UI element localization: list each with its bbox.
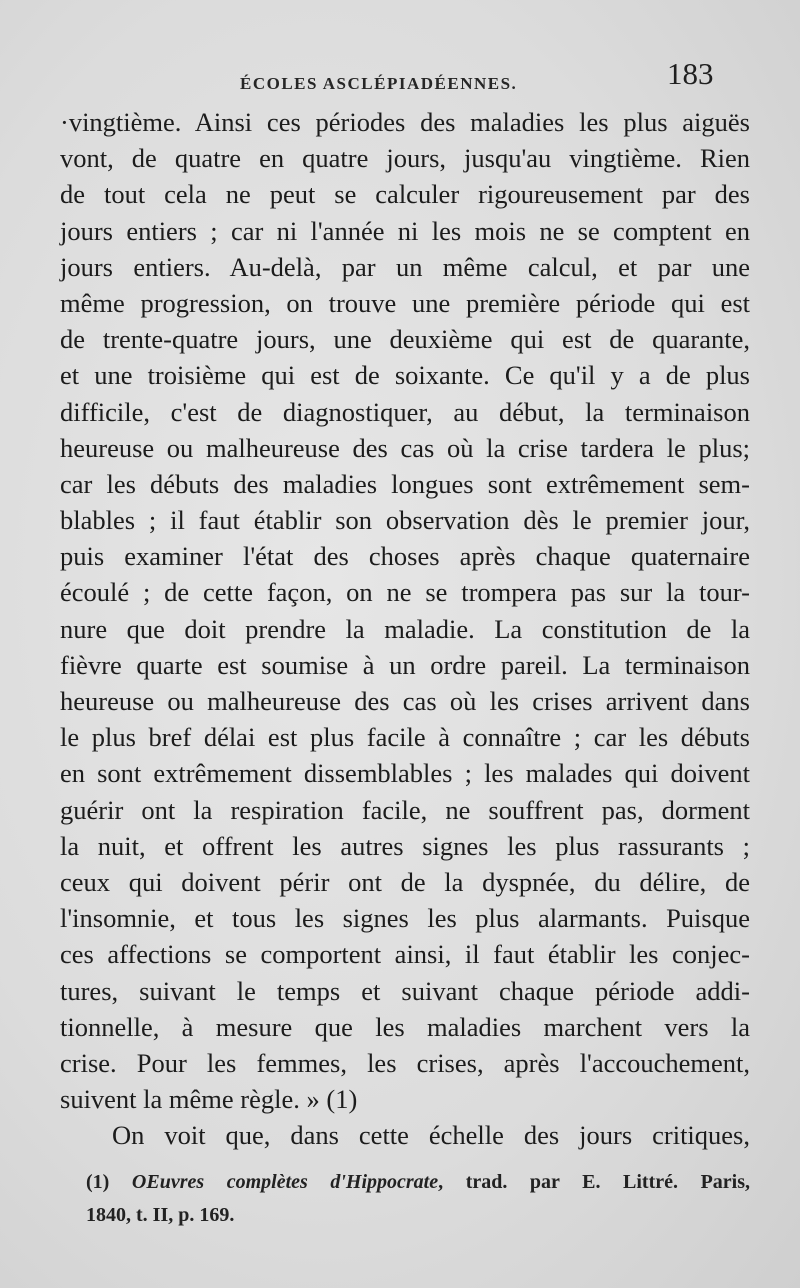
text-line: écoulé ; de cette façon, on ne se trompera pas sur la tour- (60, 577, 750, 608)
text-line: le plus bref délai est plus facile à connaître ; car les débuts (60, 722, 750, 753)
text-line: de trente-quatre jours, une deuxième qui est de quarante, (60, 324, 750, 355)
text-line: tures, suivant le temps et suivant chaque période addi- (60, 975, 750, 1006)
text-line: difficile, c'est de diagnostiquer, au début, la terminaison (60, 396, 750, 427)
footnote-line: 1840, t. II, p. 169. (86, 1204, 235, 1226)
text-line: et une troisième qui est de soixante. Ce qu'il y a de plus (60, 360, 750, 391)
text-line: nure que doit prendre la maladie. La constitution de la (60, 613, 750, 644)
footnote-citation: , trad. par E. Littré. Paris, (438, 1171, 751, 1193)
text-line: jours entiers. Au-delà, par un même calcul, et par une (60, 251, 750, 282)
text-line: en sont extrêmement dissemblables ; les malades qui doivent (60, 758, 750, 789)
text-line: suivent la même règle. » (1) (60, 1084, 358, 1115)
text-line: puis examiner l'état des choses après chaque quaternaire (60, 541, 750, 572)
text-line: la nuit, et offrent les autres signes les plus rassurants ; (60, 830, 750, 861)
text-line: l'insomnie, et tous les signes les plus alarmants. Puisque (60, 903, 750, 934)
text-line: vont, de quatre en quatre jours, jusqu'au vingtième. Rien (60, 143, 750, 174)
text-line: ces affections se comportent ainsi, il faut établir les conjec- (60, 939, 750, 970)
footnote-title: OEuvres complètes d'Hippocrate (131, 1171, 439, 1193)
text-line-indented: On voit que, dans cette échelle des jours critiques, (112, 1120, 750, 1151)
text-line: tionnelle, à mesure que les maladies marchent vers la (60, 1011, 750, 1042)
text-line: même progression, on trouve une première période qui est (60, 287, 750, 318)
text-line: fièvre quarte est soumise à un ordre pareil. La terminaison (60, 649, 750, 680)
footnote (86, 1166, 750, 1232)
text-line: ·vingtième. Ainsi ces périodes des maladies les plus aiguës (60, 107, 750, 137)
footnote-line (86, 1166, 750, 1199)
text-line: ceux qui doivent périr ont de la dyspnée, du délire, de (60, 866, 750, 897)
text-line: crise. Pour les femmes, les crises, après l'accouchement, (60, 1047, 750, 1078)
text-line: guérir ont la respiration facile, ne souffrent pas, dorment (60, 794, 750, 825)
text-line: blables ; il faut établir son observation dès le premier jour, (60, 505, 750, 536)
body-text (60, 104, 750, 1153)
text-line: de tout cela ne peut se calculer rigoureusement par des (60, 179, 750, 210)
text-line: heureuse ou malheureuse des cas où la crise tardera le plus; (60, 432, 750, 463)
text-line: car les débuts des maladies longues sont extrêmement sem- (60, 468, 750, 499)
text-line: heureuse ou malheureuse des cas où les crises arrivent dans (60, 686, 750, 716)
running-title: ÉCOLES ASCLÉPIADÉENNES. (240, 74, 518, 93)
page-number: 183 (667, 56, 714, 91)
footnote-marker: (1) (86, 1171, 110, 1193)
text-line: jours entiers ; car ni l'année ni les mois ne se comptent en (60, 215, 750, 246)
